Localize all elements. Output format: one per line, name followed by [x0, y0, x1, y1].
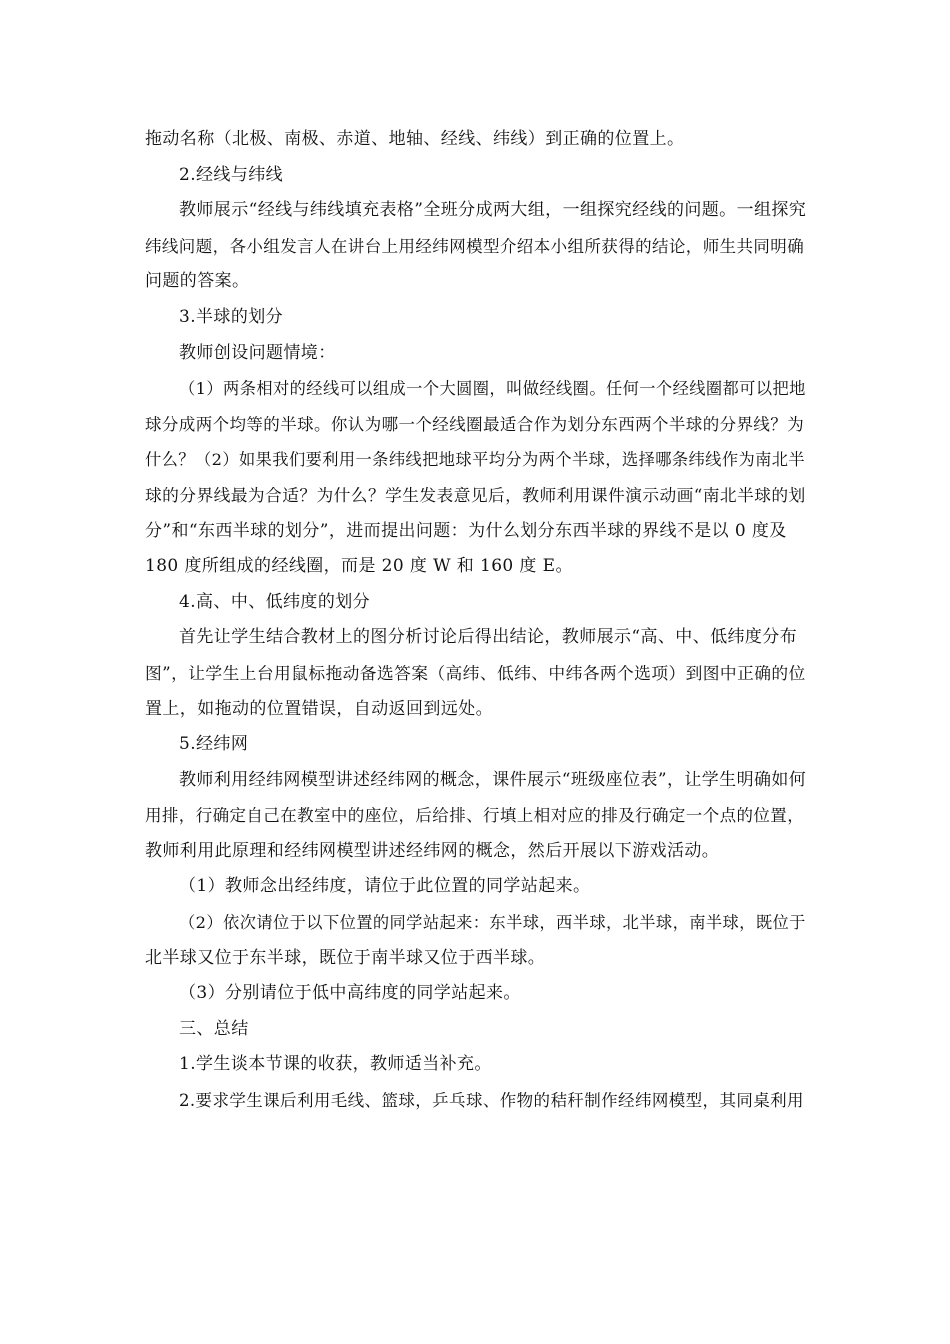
- text-line: 180 度所组成的经线圈，而是 20 度 W 和 160 度 E。: [145, 556, 573, 577]
- text-line: 纬线问题，各小组发言人在讲台上用经纬网模型介绍本小组所获得的结论，师生共同明确: [145, 236, 805, 256]
- text-line: 2.要求学生课后利用毛线、篮球，乒乓球、作物的秸秆制作经纬网模型，其同桌利用: [179, 1091, 804, 1111]
- text-line: 首先让学生结合教材上的图分析讨论后得出结论，教师展示“高、中、低纬度分布: [179, 627, 798, 648]
- text-line: 教师展示“经线与纬线填充表格”全班分成两大组，一组探究经线的问题。一组探究: [179, 200, 807, 221]
- text-line: 分”和“东西半球的划分”，进而提出问题：为什么划分东西半球的界线不是以 0 度及: [145, 520, 787, 541]
- section-heading: 三、总结: [179, 1018, 249, 1039]
- text-line: 教师利用此原理和经纬网模型讲述经纬网的概念，然后开展以下游戏活动。: [145, 840, 720, 861]
- text-line: （1）两条相对的经线可以组成一个大圆圈，叫做经线圈。任何一个经线圈都可以把地: [179, 379, 806, 399]
- text-line: 球的分界线最为合适？为什么？学生发表意见后，教师利用课件演示动画“南北半球的划: [145, 484, 806, 505]
- text-line: 球分成两个均等的半球。你认为哪一个经线圈最适合作为划分东西两个半球的分界线？为: [145, 414, 805, 434]
- text-line: 问题的答案。: [145, 271, 250, 292]
- text-line: 用排，行确定自己在教室中的座位，后给排、行填上相对应的排及行确定一个点的位置，: [145, 806, 805, 826]
- section-heading: 4.高、中、低纬度的划分: [179, 591, 371, 612]
- text-line: 教师创设问题情境：: [179, 342, 336, 363]
- document-body: [145, 122, 811, 1119]
- text-line: （1）教师念出经纬度，请位于此位置的同学站起来。: [179, 876, 591, 897]
- text-line: （3）分别请位于低中高纬度的同学站起来。: [179, 983, 521, 1004]
- text-line: 置上，如拖动的位置错误，自动返回到远处。: [145, 698, 493, 719]
- section-heading: 5.经纬网: [179, 734, 249, 755]
- text-line: 拖动名称（北极、南极、赤道、地轴、经线、纬线）到正确的位置上。: [145, 129, 685, 149]
- text-line: 北半球又位于东半球，既位于南半球又位于西半球。: [145, 947, 546, 968]
- text-line: 图”，让学生上台用鼠标拖动备选答案（高纬、低纬、中纬各两个选项）到图中正确的位: [145, 662, 806, 683]
- section-heading: 3.半球的划分: [179, 306, 284, 327]
- text-line: 教师利用经纬网模型讲述经纬网的概念，课件展示“班级座位表”，让学生明确如何: [179, 769, 807, 790]
- text-line: （2）依次请位于以下位置的同学站起来：东半球，西半球，北半球，南半球，既位于: [179, 913, 806, 933]
- section-heading: 2.经线与纬线: [179, 164, 284, 185]
- text-line: 什么？（2）如果我们要利用一条纬线把地球平均分为两个半球，选择哪条纬线作为南北半: [145, 450, 806, 470]
- text-line: 1.学生谈本节课的收获，教师适当补充。: [179, 1054, 492, 1075]
